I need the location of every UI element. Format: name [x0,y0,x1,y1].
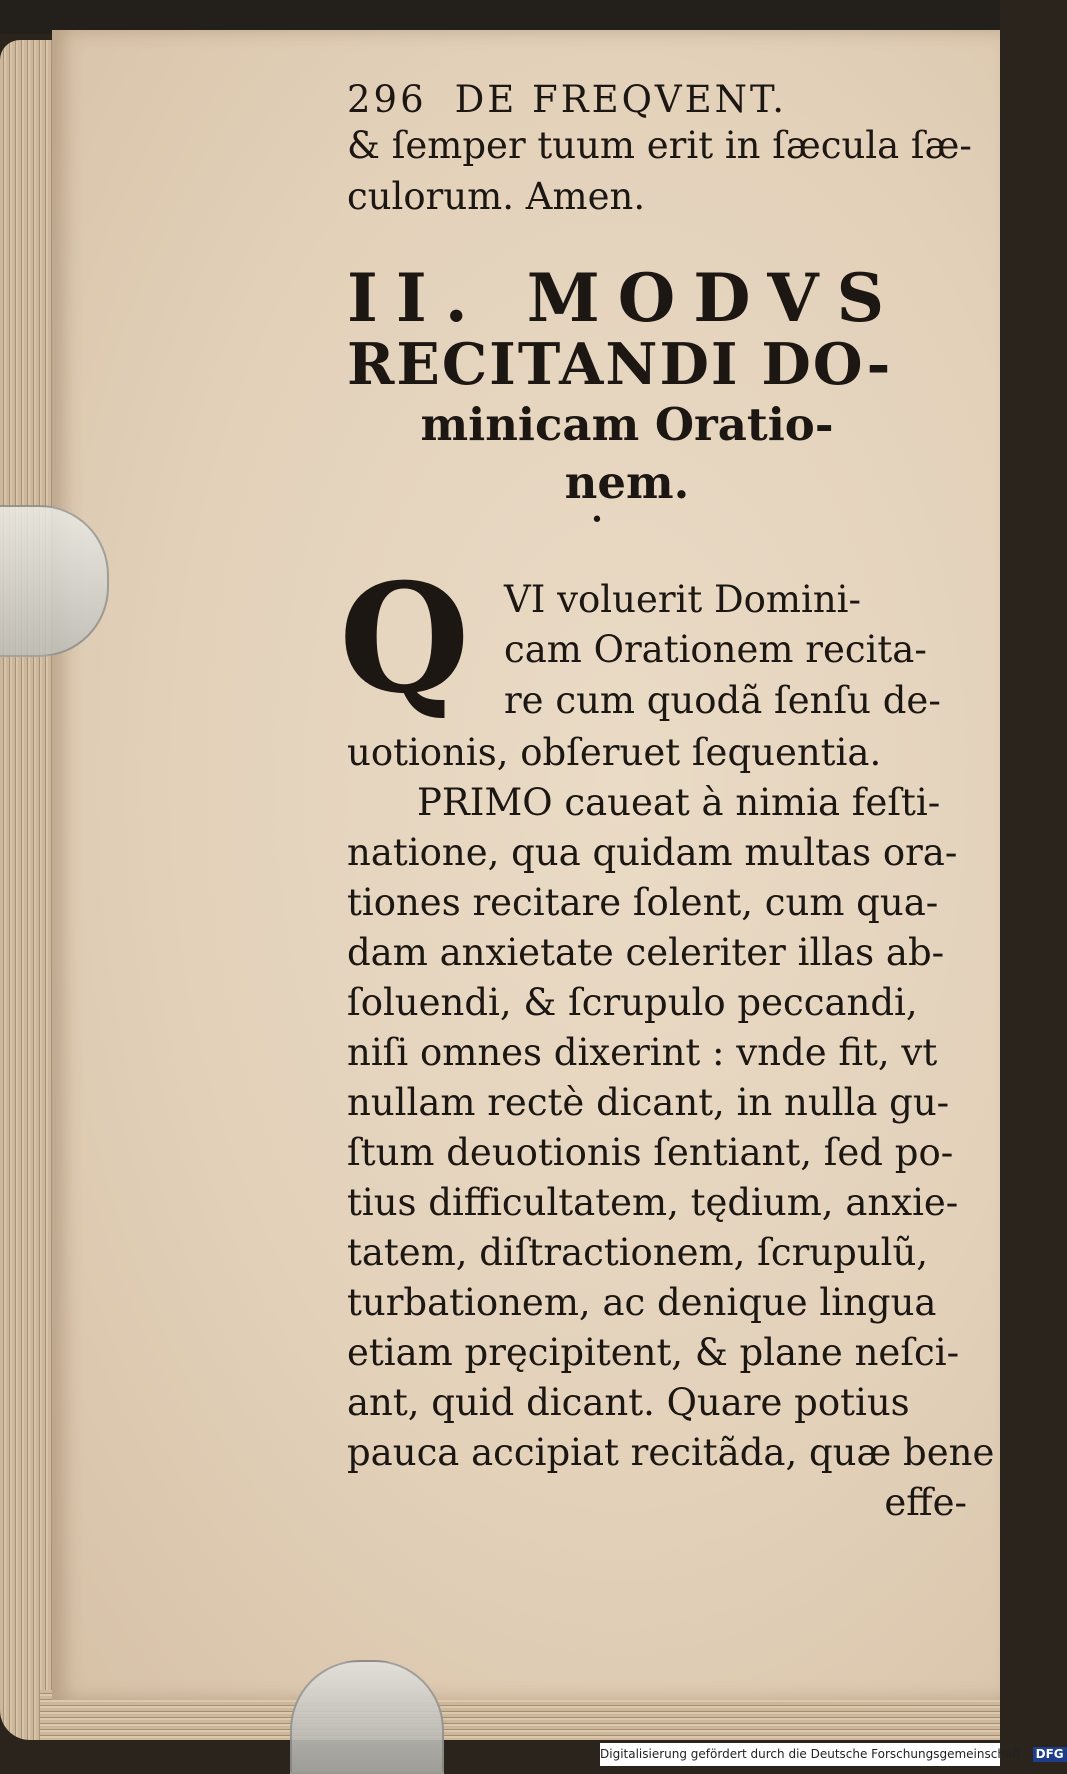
section-heading: RECITANDI DO- [347,331,893,398]
page-text [339,78,995,1528]
section-heading: nem. [564,456,690,509]
page-clip-bottom [290,1660,444,1774]
ornament-dot: • [590,508,604,533]
text-line: pauca accipiat recitãda, quæ bene [347,1431,995,1474]
text-line: re cum quodã ſenſu de- [504,679,941,722]
drop-cap: Q [339,551,470,727]
text-line: dam anxietate celeriter illas ab- [347,931,945,974]
credit-text: Digitalisierung gefördert durch die Deutsche Forschungsgemeinschaft · [600,1747,1029,1761]
text-line: PRIMO caueat à nimia feſti- [417,781,941,824]
running-head-title: DE FREQVENT. [454,78,788,121]
opening-paragraph [339,551,967,728]
text-line: culorum. Amen. [347,175,646,218]
text-line: turbationem, ac denique lingua [347,1281,937,1324]
text-line: nullam rectè dicant, in nulla gu- [347,1081,950,1124]
text-line: niſi omnes dixerint : vnde fit, vt [347,1031,938,1074]
scan-background [0,0,1000,34]
text-line: tius difficultatem, tędium, anxie- [347,1181,959,1224]
catchword: effe- [884,1481,967,1524]
section-heading: minicam Oratio- [420,398,834,451]
running-head [347,80,967,120]
text-line: natione, qua quidam multas ora- [347,831,958,874]
digitization-credit [600,1743,1064,1766]
text-line: ſoluendi, & ſcrupulo peccandi, [347,981,918,1024]
text-line: VI voluerit Domini- [504,578,862,621]
text-line: etiam pręcipitent, & plane neſci- [347,1331,960,1374]
text-line: uotionis, obſeruet ſequentia. [347,731,882,774]
text-line: ant, quid dicant. Quare potius [347,1381,910,1424]
text-line: tatem, diſtractionem, ſcrupulũ, [347,1231,929,1274]
text-line: ſtum deuotionis ſentiant, ſed po- [347,1131,954,1174]
text-line: & ſemper tuum erit in ſæcula ſæ- [347,124,972,167]
text-line: cam Orationem recita- [504,628,927,671]
page-number: 296 [347,78,427,121]
dfg-logo: DFG [1033,1747,1067,1762]
text-line: tiones recitare ſolent, cum qua- [347,881,939,924]
section-heading: II. MODVS [347,259,903,337]
